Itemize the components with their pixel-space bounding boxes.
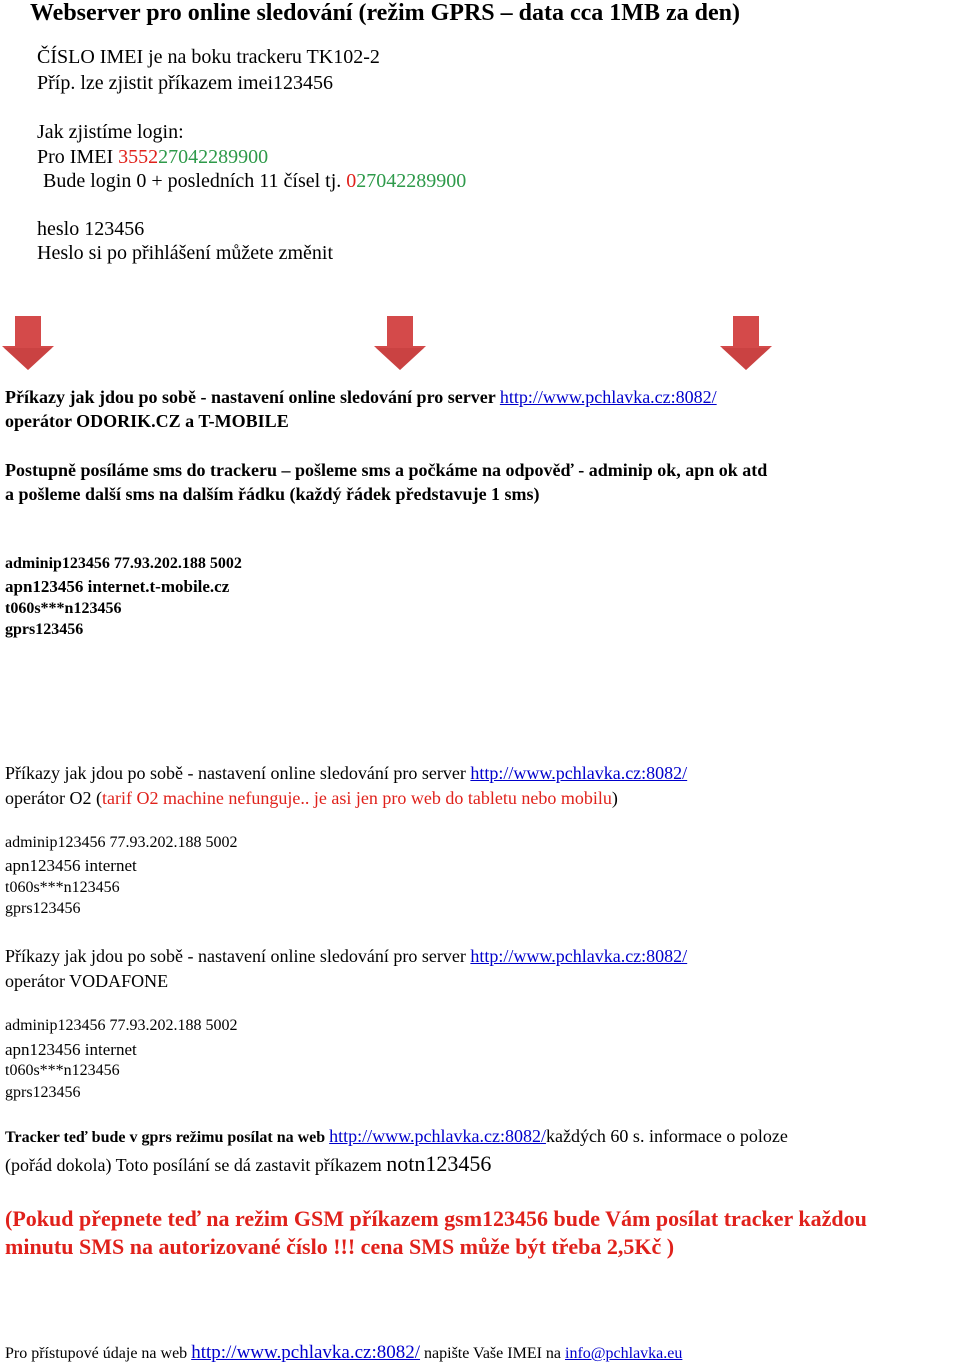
sms-command: gprs123456 bbox=[5, 1084, 81, 1101]
sms-command: gprs123456 bbox=[5, 621, 84, 638]
password-line: heslo 123456 bbox=[37, 218, 145, 240]
down-arrow-icon bbox=[0, 314, 56, 372]
o2-operator: operátor O2 (tarif O2 machine nefunguje.. je asi jen pro web do tabletu nebo mobilu) bbox=[5, 788, 618, 808]
sms-command: apn123456 internet.t-mobile.cz bbox=[5, 577, 230, 596]
tmobile-instruction-2: a pošleme další sms na dalším řádku (každý řádek představuje 1 sms) bbox=[5, 484, 540, 504]
sms-command: t060s***n123456 bbox=[5, 1062, 120, 1079]
tmobile-instruction-1: Postupně posíláme sms do trackeru – pošleme sms a počkáme na odpověď - adminip ok, apn ok atd bbox=[5, 460, 768, 480]
login-heading: Jak zjistíme login: bbox=[37, 121, 184, 143]
sms-command: adminip123456 77.93.202.188 5002 bbox=[5, 834, 238, 851]
tracker-stop-line: (pořád dokola) Toto posílání se dá zastavit příkazem notn123456 bbox=[5, 1151, 492, 1176]
gsm-note-line-2: minutu SMS na autorizované číslo !!! cena SMS může být třeba 2,5Kč ) bbox=[5, 1234, 675, 1259]
imei-line: ČÍSLO IMEI je na boku trackeru TK102-2 bbox=[37, 46, 380, 68]
tracker-info-line: Tracker teď bude v gprs režimu posílat na web http://www.pchlavka.cz:8082/každých 60 s. informace o poloze bbox=[5, 1126, 788, 1146]
password-change-note: Heslo si po přihlášení můžete změnit bbox=[37, 242, 334, 264]
down-arrow-icon bbox=[372, 314, 428, 372]
sms-command: apn123456 internet bbox=[5, 1040, 137, 1059]
imei-command-line: Příp. lze zjistit příkazem imei123456 bbox=[37, 72, 334, 94]
imei-example: Pro IMEI 355227042289900 bbox=[37, 146, 269, 168]
o2-heading: Příkazy jak jdou po sobě - nastavení online sledování pro server http://www.pchlavka.cz:8082/ bbox=[5, 763, 688, 783]
vodafone-heading: Příkazy jak jdou po sobě - nastavení online sledování pro server http://www.pchlavka.cz:8082/ bbox=[5, 946, 688, 966]
server-link[interactable]: http://www.pchlavka.cz:8082/ bbox=[470, 946, 688, 966]
sms-command: gprs123456 bbox=[5, 900, 81, 917]
footer: Pro přístupové údaje na web http://www.pchlavka.cz:8082/ napište Vaše IMEI na info@pchlavka.eu bbox=[5, 1342, 683, 1363]
server-link[interactable]: http://www.pchlavka.cz:8082/ bbox=[329, 1126, 546, 1146]
page-title: Webserver pro online sledování (režim GPRS – data cca 1MB za den) bbox=[30, 0, 740, 26]
sms-command: apn123456 internet bbox=[5, 856, 137, 875]
tmobile-operator: operátor ODORIK.CZ a T-MOBILE bbox=[5, 411, 289, 431]
sms-command: adminip123456 77.93.202.188 5002 bbox=[5, 555, 242, 572]
sms-command: t060s***n123456 bbox=[5, 879, 120, 896]
server-link[interactable]: http://www.pchlavka.cz:8082/ bbox=[470, 763, 688, 783]
server-link[interactable]: http://www.pchlavka.cz:8082/ bbox=[499, 387, 717, 407]
email-link[interactable]: info@pchlavka.eu bbox=[565, 1345, 683, 1362]
gsm-note-line-1: (Pokud přepnete teď na režim GSM příkazem gsm123456 bude Vám posílat tracker každou bbox=[5, 1206, 867, 1231]
login-rule: Bude login 0 + posledních 11 čísel tj. 027042289900 bbox=[43, 170, 467, 192]
server-link[interactable]: http://www.pchlavka.cz:8082/ bbox=[191, 1342, 421, 1363]
tmobile-heading: Příkazy jak jdou po sobě - nastavení online sledování pro server http://www.pchlavka.cz:8082/ bbox=[5, 387, 717, 407]
sms-command: t060s***n123456 bbox=[5, 600, 122, 617]
sms-command: adminip123456 77.93.202.188 5002 bbox=[5, 1017, 238, 1034]
vodafone-operator: operátor VODAFONE bbox=[5, 971, 169, 991]
down-arrow-icon bbox=[718, 314, 774, 372]
